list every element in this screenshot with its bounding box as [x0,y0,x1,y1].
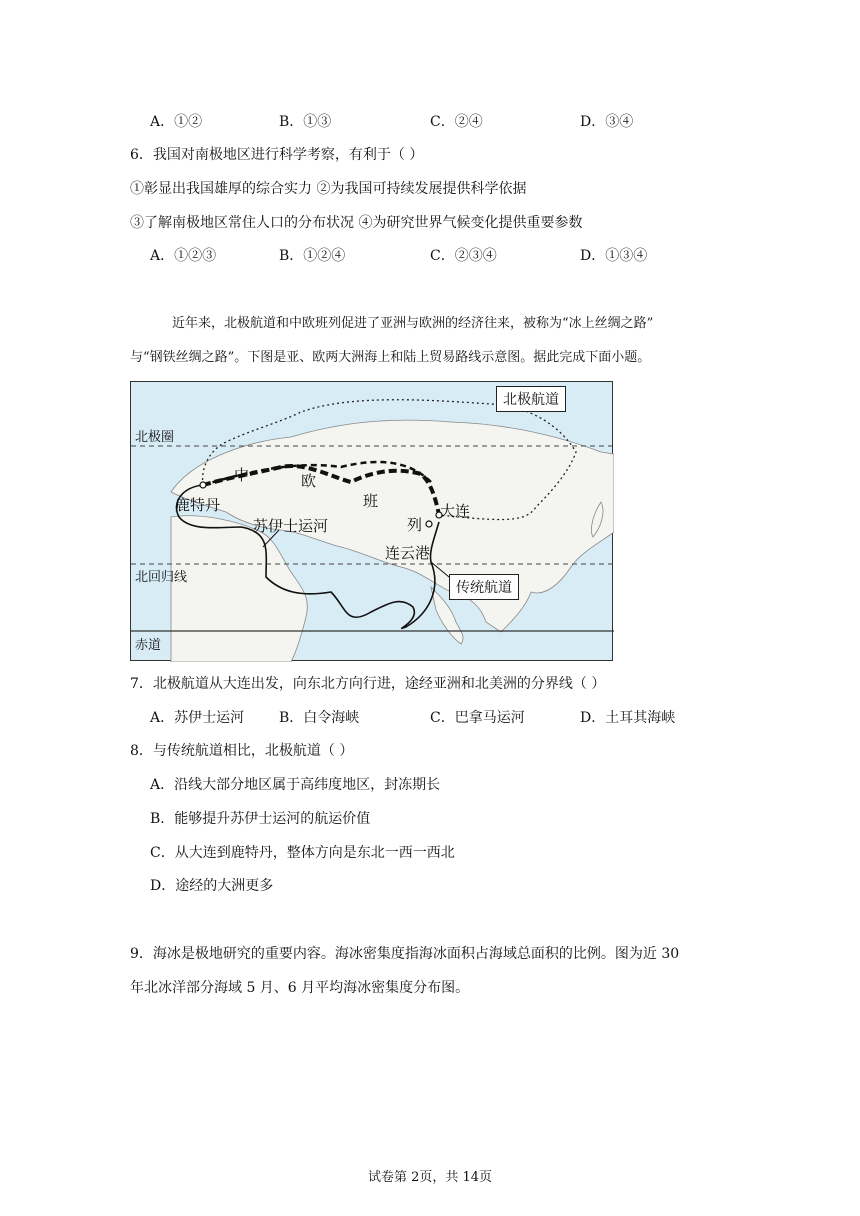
q9-line-2: 年北冰洋部分海域 5 月、6 月平均海冰密集度分布图。 [130,980,470,996]
passage-line-1: 近年来，北极航道和中欧班列促进了亚洲与欧洲的经济往来，被称为“冰上丝绸之路” [172,316,654,331]
q5-option-b: B．①③ [279,114,332,130]
trade-route-map [130,381,613,661]
rotterdam-label: 鹿特丹 [175,496,221,514]
q6-statement-2: ③了解南极地区常住人口的分布状况 ④为研究世界气候变化提供重要参数 [130,215,583,231]
train-char-3: 班 [363,492,379,510]
traditional-route-label: 传统航道 [449,574,519,600]
page-footer: 试卷第 2页，共 14页 [367,1170,493,1185]
q5-option-a: A．①② [150,114,203,130]
q7-stem: 7．北极航道从大连出发，向东北方向行进，途经亚洲和北美洲的分界线（ ） [130,676,606,692]
tropic-label: 北回归线 [135,570,188,585]
q7-option-d: D．土耳其海峡 [580,710,676,726]
map-drawing [131,382,614,662]
train-char-2: 欧 [301,472,317,490]
suez-label: 苏伊士运河 [253,517,329,535]
arctic-route-label: 北极航道 [496,386,566,412]
q6-statement-1: ①彰显出我国雄厚的综合实力 ②为我国可持续发展提供科学依据 [130,181,527,197]
lianyungang-point [426,521,432,527]
passage-line-2: 与“钢铁丝绸之路”。下图是亚、欧两大洲海上和陆上贸易路线示意图。据此完成下面小题。 [130,350,651,365]
q6-option-a: A．①②③ [150,248,217,264]
africa-landmass [171,516,307,662]
q8-option-a: A．沿线大部分地区属于高纬度地区，封冻期长 [150,777,441,793]
q7-option-a: A．苏伊士运河 [150,710,245,726]
q8-option-d: D．途经的大洲更多 [150,878,274,894]
q6-stem: 6．我国对南极地区进行科学考察，有利于（ ） [130,147,424,163]
train-char-4: 列 [407,516,423,534]
q6-option-d: D．①③④ [580,248,648,264]
q8-option-b: B．能够提升苏伊士运河的航运价值 [150,811,371,827]
q8-stem: 8．与传统航道相比，北极航道（ ） [130,743,354,759]
q5-option-c: C．②④ [430,114,483,130]
dalian-label: 大连 [440,502,471,520]
q5-option-d: D．③④ [580,114,634,130]
q6-option-c: C．②③④ [430,248,497,264]
arctic-circle-label: 北极圈 [135,430,175,445]
rotterdam-point [200,482,206,488]
train-char-1: 中 [234,466,250,484]
q9-line-1: 9．海冰是极地研究的重要内容。海冰密集度指海冰面积占海域总面积的比例。图为近 30 [130,946,680,962]
q7-option-b: B．白令海峡 [279,710,360,726]
q7-option-c: C．巴拿马运河 [430,710,525,726]
q8-option-c: C．从大连到鹿特丹，整体方向是东北一西一西北 [150,845,455,861]
q6-option-b: B．①②④ [279,248,346,264]
equator-label: 赤道 [135,638,162,653]
lianyungang-label: 连云港 [385,544,431,562]
